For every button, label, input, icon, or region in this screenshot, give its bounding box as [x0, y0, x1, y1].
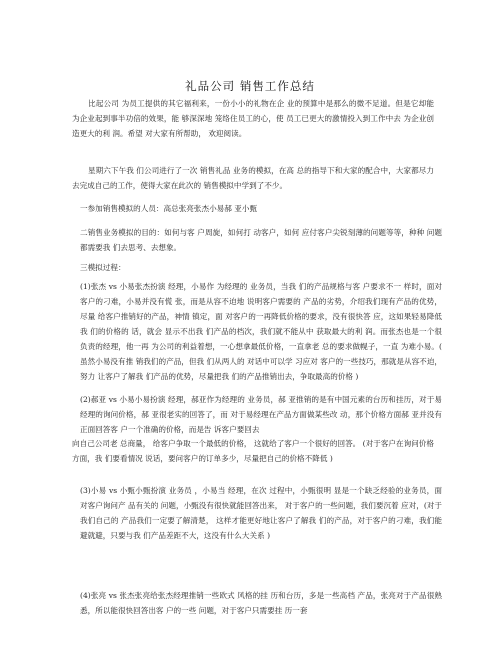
- paragraph-case-2-continued: 向自己公司老 总商量， 给客户争取一个最低的价格， 这就给了客户一个很好的回答。 (对于客户在询问价格方面，我 们要看情况 说话，要问客户的订单多少，尽量把自己的价格不降低 ): [72, 439, 434, 463]
- paragraph-case-2: (2)郝亚 vs 小易小易扮演 经理，郝亚作为经理的 业务员，郝 亚推销的是有中国元素的台历和挂历，对于易经理的询问价格，郝 亚很老实的回答了，而 对于易经理在产品方面做某些改 动，那个价格方面郝 亚并没有正面回答客 户一个准确的价格，而是告 诉客户要回去: [80, 395, 442, 434]
- paragraph-purpose: 二销售业务模拟的目的：如何与客 户周旋，如何打 动客户，如何 应付客户尖锐刻薄的问题等等，种种 问题都需要我 们去思考、去想象。: [80, 228, 442, 252]
- paragraph-process-heading: 三模拟过程：: [80, 263, 126, 272]
- paragraph-case-4: (4)张亮 vs 张杰张亮给张杰经理推销一些欧式 风格的挂 历和台历，多是一些高档 产品，张亮对于产品很熟悉，所以能很快回答出客 户的一些 问题，对于客户只需要挂 历一套: [80, 591, 442, 615]
- document-title: 礼品公司 销售工作总结: [185, 79, 315, 93]
- paragraph-case-3: (3)小易 vs 小甄小甄扮演 业务员 ，小易当 经理，在次 过程中，小甄很明 显是一个缺乏经验的业务员，面对客户询问产 品有关的 问题，小甄没有很快就能回答出来， 对于客户的一些问题，我们要沉着 应对，(对于我们自己的 产品我们一定要了解清楚， 这样才能更好地让客户了解我 们的产品，对于客户的刁难，我们能避就避，只要与我 们产品差距不大，这没有什么大关系 ): [80, 486, 442, 540]
- paragraph-overview: 星期六下午我 们公司进行了一次 销售礼品 业务的模拟，在高 总的指导下和大家的配合中，大家都尽力去完成自己的工作，使得大家在此次的 销售模拟中学到了不少。: [72, 166, 434, 190]
- paragraph-case-1: (1)张杰 vs 小易张杰扮演 经理，小易作 为经理的 业务员，当我 们的产品规格与客 户要求不一 样时，面对客户的刁难，小易并没有慌 张，而是从容不迫地 说明客户需要的 产品的劣势，介绍我们现有产品的优势，尽量 给客户推销好的产品，神情 镇定，面 对客户的一再降低价格的要求，没有很快答 应，这如果轻易降低我 们的价格的 话，就会 显示不出我 们产品的档次，我们就不能从中 获取最大的利 润。而张杰也是一个很 负责的经理，他一再 为公司的利益着想，一心想拿最低价格，一直拿老 总的要求做幌子，一直 为难小易。( 虽然小易没有推 销我们的产品，但我 们从两人的 对话中可以学 习应对 客户的一些技巧，那就是从容不迫，努力 让客户了解我 们产品的优势，尽量把我 们的产品推销出去，争取最高的价格 ): [80, 282, 442, 381]
- intro-paragraph: 比起公司 为员工提供的其它福利来，一份小小的礼物在企 业的预算中是那么的微不足道。但是它却能 为企业起到事半功倍的效果，能 够深深地 笼络住员工的心，使 员工已更大的激情投入到工作中去 为企业创造更大的利 润。希望 对大家有所帮助， 欢迎阅读。: [72, 99, 434, 138]
- paragraph-participants: 一参加销售模拟的人员：高总张亮张杰小易郝 亚小甄: [80, 204, 258, 213]
